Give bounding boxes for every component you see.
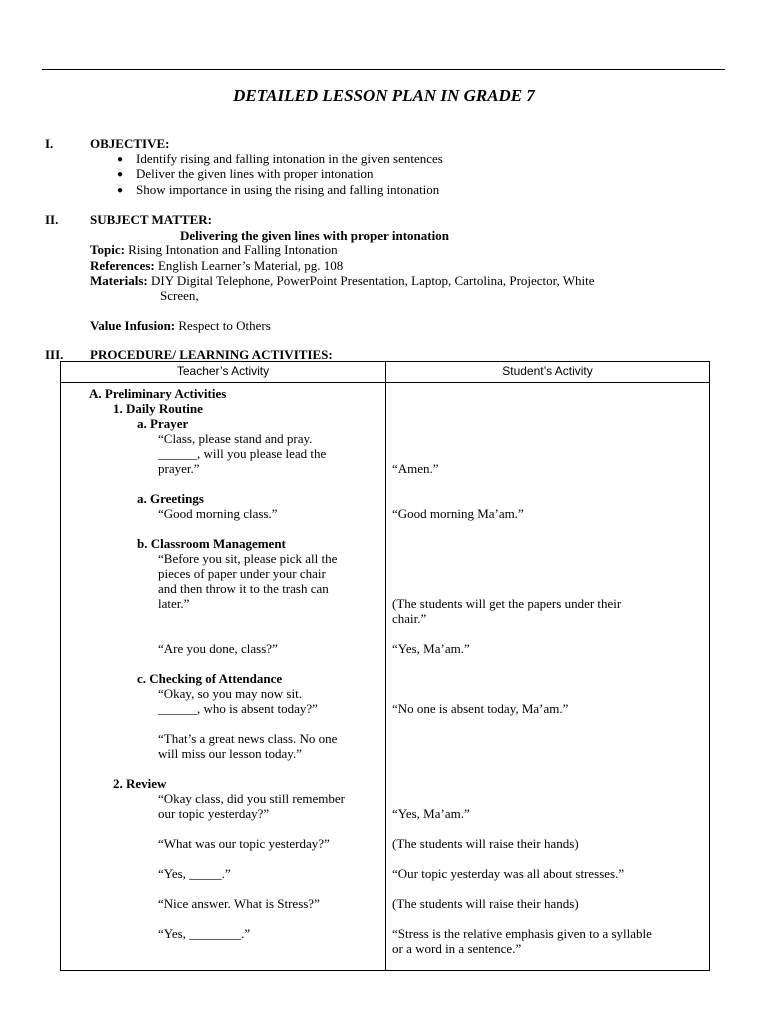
references-line	[90, 258, 343, 273]
attendance-heading: c. Checking of Attendance	[137, 671, 283, 686]
teacher-line: “Are you done, class?”	[158, 641, 278, 656]
teacher-line: ______, will you please lead the	[158, 446, 327, 461]
prayer-heading: a. Prayer	[137, 416, 189, 431]
teacher-line: “Okay class, did you still remember	[158, 791, 346, 806]
teacher-line: “That’s a great news class. No one	[158, 731, 338, 746]
references-value: English Learner’s Material, pg. 108	[157, 258, 344, 273]
subject-heading: SUBJECT MATTER:	[90, 212, 212, 227]
value-infusion-line	[90, 318, 271, 333]
topic-label: Topic:	[90, 242, 125, 257]
document-title: DETAILED LESSON PLAN IN GRADE 7	[233, 86, 535, 105]
topic-line	[90, 242, 338, 257]
student-line: “Our topic yesterday was all about stresses.”	[392, 866, 625, 881]
materials-label: Materials:	[90, 273, 148, 288]
student-line: (The students will raise their hands)	[392, 836, 579, 851]
student-line: or a word in a sentence.”	[392, 941, 522, 956]
teacher-line: pieces of paper under your chair	[158, 566, 326, 581]
student-line: “No one is absent today, Ma’am.”	[392, 701, 569, 716]
student-line: “Stress is the relative emphasis given to a syllable	[392, 926, 652, 941]
greetings-heading: a. Greetings	[137, 491, 204, 506]
procedure-table	[60, 361, 710, 971]
student-line: (The students will get the papers under their	[392, 596, 622, 611]
teacher-line: “Before you sit, please pick all the	[158, 551, 338, 566]
references-label: References:	[90, 258, 155, 273]
teacher-line: “Yes, ________.”	[158, 926, 251, 941]
teacher-line: “Yes, _____.”	[158, 866, 231, 881]
teacher-line: “Good morning class.”	[158, 506, 278, 521]
teacher-line: “Okay, so you may now sit.	[158, 686, 302, 701]
objective-item: Deliver the given lines with proper intonation	[136, 166, 374, 181]
value-infusion-label: Value Infusion:	[90, 318, 176, 333]
teacher-line: “Nice answer. What is Stress?”	[158, 896, 320, 911]
bullet-icon: ●	[117, 154, 124, 165]
teacher-activity-header: Teacher’s Activity	[61, 362, 386, 383]
bullet-icon: ●	[117, 185, 124, 196]
teacher-line: later.”	[158, 596, 190, 611]
materials-line	[90, 273, 595, 288]
subject-subtitle: Delivering the given lines with proper intonation	[180, 228, 449, 243]
teacher-line: will miss our lesson today.”	[158, 746, 302, 761]
procedure-heading: PROCEDURE/ LEARNING ACTIVITIES:	[90, 347, 333, 362]
teacher-line: prayer.”	[158, 461, 200, 476]
teacher-line: “What was our topic yesterday?”	[158, 836, 330, 851]
student-line: (The students will raise their hands)	[392, 896, 579, 911]
bullet-icon: ●	[117, 169, 124, 180]
section-number-objective: I.	[45, 136, 54, 151]
value-infusion-value: Respect to Others	[178, 318, 271, 333]
teacher-line: ______, who is absent today?”	[158, 701, 318, 716]
section-number-procedure: III.	[45, 347, 64, 362]
teacher-activity-cell	[61, 383, 386, 971]
top-rule	[42, 69, 725, 70]
materials-value: DIY Digital Telephone, PowerPoint Presentation, Laptop, Cartolina, Projector, White	[151, 273, 595, 288]
section-number-subject: II.	[45, 212, 59, 227]
objective-item: Identify rising and falling intonation in the given sentences	[136, 151, 443, 166]
teacher-line: “Class, please stand and pray.	[158, 431, 313, 446]
student-line: chair.”	[392, 611, 427, 626]
student-activity-header: Student’s Activity	[386, 362, 710, 383]
objective-heading: OBJECTIVE:	[90, 136, 170, 151]
teacher-line: and then throw it to the trash can	[158, 581, 329, 596]
topic-value: Rising Intonation and Falling Intonation	[128, 242, 338, 257]
objective-item: Show importance in using the rising and falling intonation	[136, 182, 440, 197]
review-heading: 2. Review	[113, 776, 167, 791]
student-line: “Amen.”	[392, 461, 439, 476]
materials-value-continued: Screen,	[160, 288, 199, 303]
student-line: “Yes, Ma’am.”	[392, 641, 470, 656]
classroom-management-heading: b. Classroom Management	[137, 536, 286, 551]
student-activity-cell	[386, 383, 710, 971]
daily-routine-heading: 1. Daily Routine	[113, 401, 203, 416]
teacher-line: our topic yesterday?”	[158, 806, 270, 821]
student-line: “Good morning Ma’am.”	[392, 506, 524, 521]
student-line: “Yes, Ma’am.”	[392, 806, 470, 821]
preliminary-activities-heading: A. Preliminary Activities	[89, 386, 227, 401]
